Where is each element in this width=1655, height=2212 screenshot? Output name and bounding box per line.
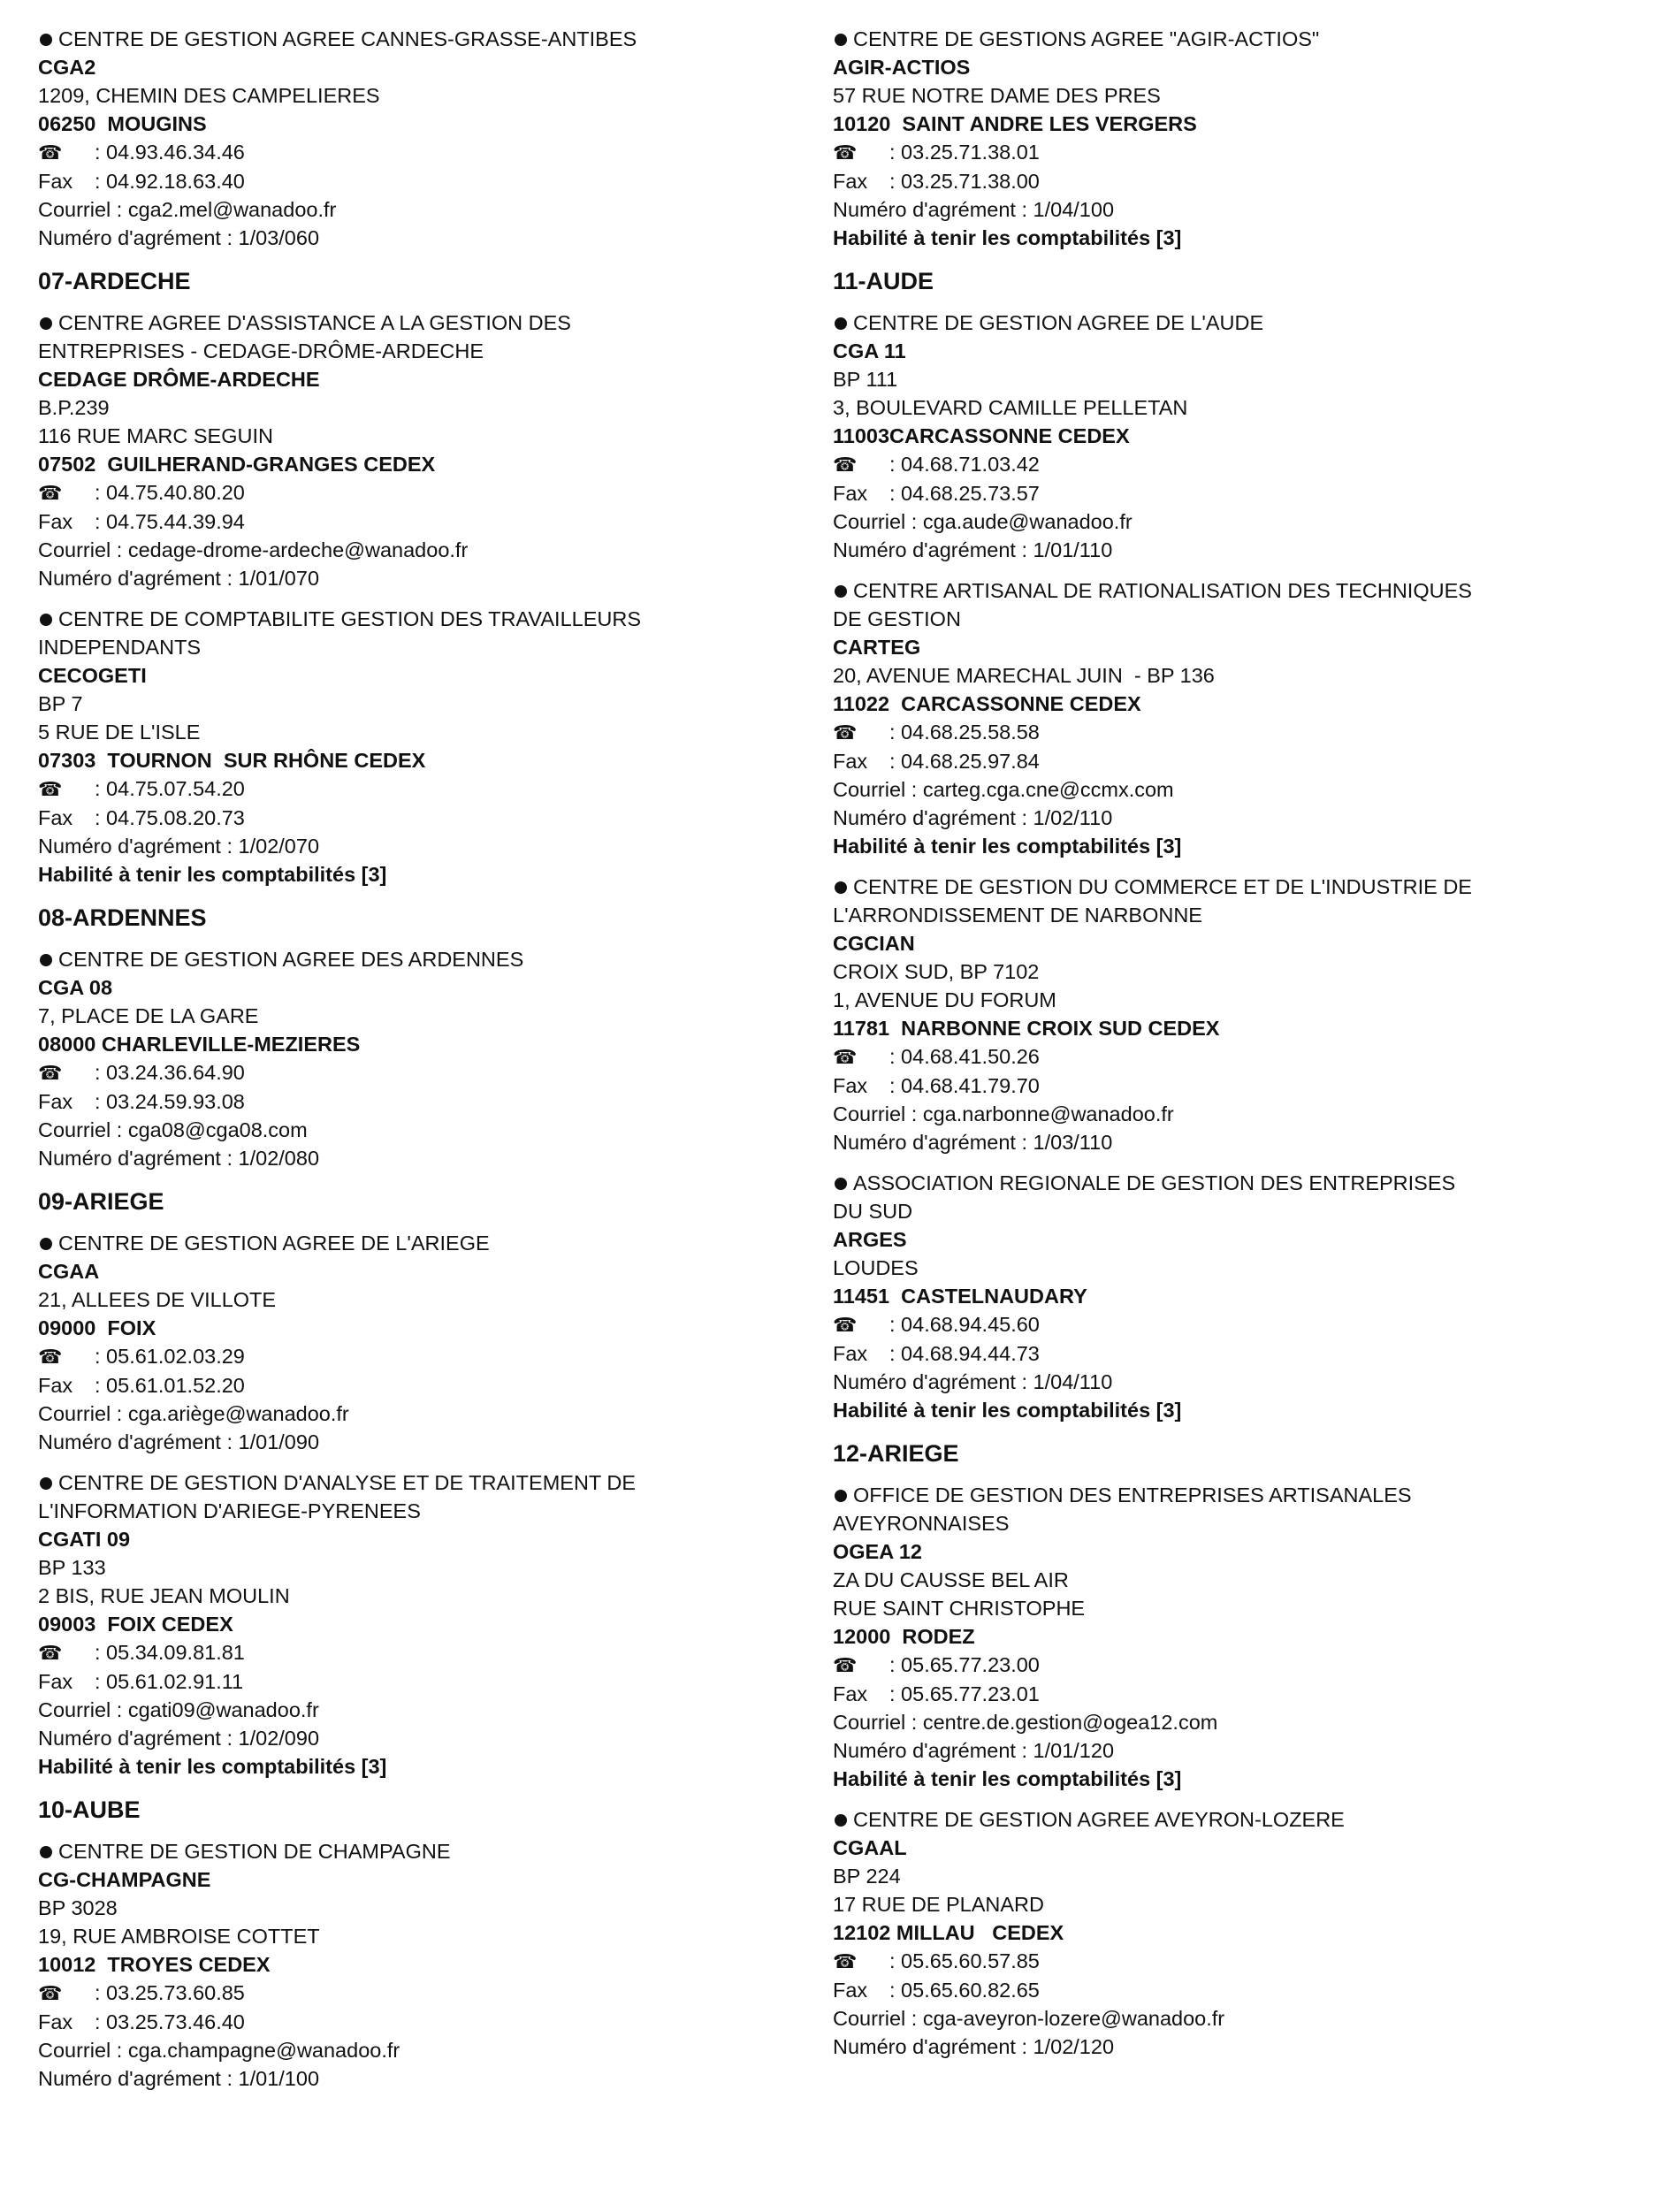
bullet-icon — [40, 614, 52, 626]
fax-label: Fax — [38, 170, 73, 193]
fax-line — [38, 167, 781, 195]
fax-line — [833, 1339, 1611, 1368]
entry-title-text: CENTRE DE COMPTABILITE GESTION DES TRAVAILLEURS — [58, 607, 641, 630]
entry-line: AVEYRONNAISES — [833, 1512, 1010, 1535]
entry-line: 3, BOULEVARD CAMILLE PELLETAN — [833, 396, 1188, 419]
phone-line — [38, 1979, 781, 2008]
entry-line: Numéro d'agrément : 1/01/110 — [833, 538, 1113, 561]
section-heading-07-ardeche: 07-ARDECHE — [38, 268, 191, 294]
entry-bold-line: Habilité à tenir les comptabilités [3] — [833, 835, 1182, 858]
fax-number: : 04.68.25.97.84 — [889, 750, 1040, 773]
right-column — [833, 25, 1611, 2073]
entry-line: L'ARRONDISSEMENT DE NARBONNE — [833, 904, 1202, 927]
entry-title-text: CENTRE DE GESTION AGREE DE L'ARIEGE — [58, 1232, 490, 1255]
fax-number: : 04.75.08.20.73 — [95, 806, 245, 829]
entry-line: BP 111 — [833, 368, 898, 391]
entry-bold-line: Habilité à tenir les comptabilités [3] — [833, 1399, 1182, 1422]
phone-line — [38, 774, 781, 804]
entry-title-text: CENTRE DE GESTION DU COMMERCE ET DE L'INDUSTRIE DE — [853, 875, 1472, 898]
entry-bold-line: 08000 CHARLEVILLE-MEZIERES — [38, 1033, 361, 1056]
directory-entry — [833, 1169, 1611, 1424]
entry-line: BP 3028 — [38, 1896, 118, 1919]
section-heading-10-aube: 10-AUBE — [38, 1796, 141, 1823]
fax-line — [38, 2008, 781, 2036]
fax-label: Fax — [833, 482, 868, 505]
entry-title-text: CENTRE DE GESTION AGREE AVEYRON-LOZERE — [853, 1808, 1345, 1831]
left-column — [38, 25, 781, 2105]
bullet-icon — [40, 1238, 52, 1250]
entry-line: 1, AVENUE DU FORUM — [833, 988, 1056, 1011]
entry-title — [833, 1481, 1611, 1509]
entry-bold-line: OGEA 12 — [833, 1540, 922, 1563]
phone-number: : 04.68.94.45.60 — [889, 1313, 1040, 1336]
entry-line: Courriel : carteg.cga.cne@ccmx.com — [833, 778, 1174, 801]
fax-label: Fax — [833, 1074, 868, 1097]
phone-line — [833, 1947, 1611, 1976]
entry-bold-line: Habilité à tenir les comptabilités [3] — [833, 1767, 1182, 1790]
telephone-icon: ☎ — [833, 141, 858, 164]
fax-line — [833, 747, 1611, 775]
entry-title-text: OFFICE DE GESTION DES ENTREPRISES ARTISANALES — [853, 1484, 1412, 1506]
entry-line: 1209, CHEMIN DES CAMPELIERES — [38, 84, 380, 107]
entry-line: DE GESTION — [833, 607, 961, 630]
entry-bold-line: 09000 FOIX — [38, 1316, 156, 1339]
fax-number: : 03.25.71.38.00 — [889, 170, 1040, 193]
bullet-icon — [40, 954, 52, 966]
entry-bold-line: CARTEG — [833, 636, 921, 659]
entry-bold-line: Habilité à tenir les comptabilités [3] — [38, 1755, 387, 1778]
phone-number: : 04.93.46.34.46 — [95, 141, 245, 164]
entry-bold-line: 11781 NARBONNE CROIX SUD CEDEX — [833, 1017, 1220, 1040]
fax-number: : 04.68.94.44.73 — [889, 1342, 1040, 1365]
fax-label: Fax — [833, 1682, 868, 1705]
entry-bold-line: Habilité à tenir les comptabilités [3] — [833, 226, 1182, 249]
entry-bold-line: CG-CHAMPAGNE — [38, 1868, 211, 1891]
section-heading-12-ariege: 12-ARIEGE — [833, 1440, 959, 1467]
entry-bold-line: CECOGETI — [38, 664, 147, 687]
entry-bold-line: 11451 CASTELNAUDARY — [833, 1285, 1087, 1308]
directory-entry — [833, 1805, 1611, 2061]
entry-line: Numéro d'agrément : 1/04/110 — [833, 1370, 1113, 1393]
phone-line — [38, 478, 781, 507]
entry-line: Courriel : centre.de.gestion@ogea12.com — [833, 1711, 1218, 1734]
telephone-icon: ☎ — [38, 1062, 63, 1084]
fax-line — [833, 1680, 1611, 1708]
entry-line: Numéro d'agrément : 1/03/110 — [833, 1131, 1113, 1154]
phone-number: : 05.34.09.81.81 — [95, 1641, 245, 1664]
fax-number: : 04.75.44.39.94 — [95, 510, 245, 533]
fax-label: Fax — [833, 750, 868, 773]
directory-entry — [38, 1837, 781, 2093]
directory-entry — [833, 873, 1611, 1156]
telephone-icon: ☎ — [833, 1314, 858, 1336]
phone-number: : 05.65.77.23.00 — [889, 1653, 1040, 1676]
fax-label: Fax — [38, 1090, 73, 1113]
entry-line: Numéro d'agrément : 1/02/080 — [38, 1147, 320, 1170]
fax-label: Fax — [833, 1979, 868, 2002]
fax-line — [38, 1087, 781, 1116]
directory-entry — [833, 576, 1611, 860]
bullet-icon — [40, 317, 52, 330]
entry-line: Numéro d'agrément : 1/04/100 — [833, 198, 1115, 221]
entry-line: RUE SAINT CHRISTOPHE — [833, 1597, 1086, 1620]
entry-line: 57 RUE NOTRE DAME DES PRES — [833, 84, 1161, 107]
entry-title-text: CENTRE DE GESTION DE CHAMPAGNE — [58, 1840, 451, 1863]
fax-number: : 03.25.73.46.40 — [95, 2010, 245, 2033]
fax-label: Fax — [38, 1670, 73, 1693]
entry-line: Courriel : cga2.mel@wanadoo.fr — [38, 198, 337, 221]
fax-label: Fax — [38, 1374, 73, 1397]
directory-entry — [38, 605, 781, 889]
entry-title — [38, 605, 781, 633]
entry-title — [38, 1468, 781, 1497]
entry-title — [38, 309, 781, 337]
telephone-icon: ☎ — [38, 1982, 63, 2004]
bullet-icon — [835, 34, 847, 46]
fax-line — [38, 1667, 781, 1696]
fax-label: Fax — [833, 170, 868, 193]
telephone-icon: ☎ — [833, 721, 858, 744]
entry-bold-line: 11003CARCASSONNE CEDEX — [833, 424, 1130, 447]
entry-line: L'INFORMATION D'ARIEGE-PYRENEES — [38, 1499, 421, 1522]
entry-bold-line: AGIR-ACTIOS — [833, 56, 971, 79]
entry-line: Numéro d'agrément : 1/01/070 — [38, 567, 320, 590]
entry-line: Courriel : cga08@cga08.com — [38, 1118, 308, 1141]
entry-bold-line: 07303 TOURNON SUR RHÔNE CEDEX — [38, 749, 426, 772]
entry-bold-line: 11022 CARCASSONNE CEDEX — [833, 692, 1141, 715]
phone-number: : 04.75.40.80.20 — [95, 481, 245, 504]
entry-line: Numéro d'agrément : 1/02/110 — [833, 806, 1113, 829]
bullet-icon — [835, 1178, 847, 1190]
phone-line — [833, 1310, 1611, 1339]
telephone-icon: ☎ — [833, 1950, 858, 1972]
entry-title — [833, 25, 1611, 53]
entry-title — [38, 1229, 781, 1257]
entry-title — [833, 1805, 1611, 1834]
entry-bold-line: 07502 GUILHERAND-GRANGES CEDEX — [38, 453, 436, 476]
entry-title — [833, 309, 1611, 337]
fax-label: Fax — [833, 1342, 868, 1365]
entry-title — [38, 25, 781, 53]
entry-bold-line: CGA 08 — [38, 976, 113, 999]
entry-line: LOUDES — [833, 1256, 919, 1279]
entry-line: 116 RUE MARC SEGUIN — [38, 424, 273, 447]
section-heading-08-ardennes: 08-ARDENNES — [38, 904, 207, 931]
fax-number: : 04.68.25.73.57 — [889, 482, 1040, 505]
entry-title-text: CENTRE DE GESTION AGREE DE L'AUDE — [853, 311, 1264, 334]
phone-line — [38, 1638, 781, 1667]
entry-title — [833, 576, 1611, 605]
entry-title-text: CENTRE DE GESTION D'ANALYSE ET DE TRAITEMENT DE — [58, 1471, 637, 1494]
phone-number: : 04.68.25.58.58 — [889, 721, 1040, 744]
entry-title-text: CENTRE DE GESTION AGREE CANNES-GRASSE-ANTIBES — [58, 27, 637, 50]
entry-bold-line: 10120 SAINT ANDRE LES VERGERS — [833, 112, 1197, 135]
directory-entry — [38, 945, 781, 1172]
phone-line — [38, 1058, 781, 1087]
entry-bold-line: 09003 FOIX CEDEX — [38, 1613, 233, 1636]
phone-number: : 04.75.07.54.20 — [95, 777, 245, 800]
phone-line — [833, 138, 1611, 167]
fax-number: : 03.24.59.93.08 — [95, 1090, 245, 1113]
phone-line — [833, 1042, 1611, 1072]
entry-line: Numéro d'agrément : 1/02/090 — [38, 1727, 320, 1750]
entry-line: CROIX SUD, BP 7102 — [833, 960, 1040, 983]
entry-line: Courriel : cga.ariège@wanadoo.fr — [38, 1402, 349, 1425]
fax-label: Fax — [38, 510, 73, 533]
directory-entry — [833, 1481, 1611, 1793]
entry-bold-line: 12000 RODEZ — [833, 1625, 975, 1648]
entry-line: 5 RUE DE L'ISLE — [38, 721, 201, 744]
directory-entry — [38, 1229, 781, 1456]
bullet-icon — [835, 1490, 847, 1502]
fax-label: Fax — [38, 806, 73, 829]
section-heading-11-aude: 11-AUDE — [833, 268, 934, 294]
entry-title — [833, 1169, 1611, 1197]
directory-entry — [38, 309, 781, 592]
entry-line: ENTREPRISES - CEDAGE-DRÔME-ARDECHE — [38, 339, 484, 362]
telephone-icon: ☎ — [833, 1046, 858, 1068]
entry-line: Numéro d'agrément : 1/02/120 — [833, 2035, 1115, 2058]
entry-bold-line: CGA 11 — [833, 339, 906, 362]
entry-title — [38, 1837, 781, 1865]
entry-line: Numéro d'agrément : 1/01/090 — [38, 1430, 320, 1453]
entry-line: B.P.239 — [38, 396, 110, 419]
entry-line: 17 RUE DE PLANARD — [833, 1893, 1044, 1916]
fax-label: Fax — [38, 2010, 73, 2033]
entry-line: 2 BIS, RUE JEAN MOULIN — [38, 1584, 290, 1607]
fax-number: : 05.65.77.23.01 — [889, 1682, 1040, 1705]
directory-entry — [833, 309, 1611, 564]
phone-number: : 05.65.60.57.85 — [889, 1949, 1040, 1972]
entry-line: Courriel : cgati09@wanadoo.fr — [38, 1698, 319, 1721]
phone-number: : 04.68.71.03.42 — [889, 453, 1040, 476]
entry-line: Courriel : cga.champagne@wanadoo.fr — [38, 2039, 400, 2062]
directory-entry — [38, 1468, 781, 1781]
telephone-icon: ☎ — [38, 1642, 63, 1664]
telephone-icon: ☎ — [833, 1654, 858, 1676]
entry-line: 21, ALLEES DE VILLOTE — [38, 1288, 277, 1311]
fax-line — [38, 507, 781, 536]
entry-bold-line: CGAAL — [833, 1836, 907, 1859]
telephone-icon: ☎ — [38, 141, 63, 164]
fax-line — [833, 479, 1611, 507]
entry-line: BP 7 — [38, 692, 83, 715]
telephone-icon: ☎ — [38, 778, 63, 800]
fax-number: : 04.68.41.79.70 — [889, 1074, 1040, 1097]
entry-title-text: CENTRE DE GESTIONS AGREE "AGIR-ACTIOS" — [853, 27, 1320, 50]
fax-number: : 05.61.01.52.20 — [95, 1374, 245, 1397]
entry-title-text: CENTRE AGREE D'ASSISTANCE A LA GESTION DES — [58, 311, 571, 334]
phone-line — [833, 718, 1611, 747]
entry-line: 20, AVENUE MARECHAL JUIN - BP 136 — [833, 664, 1215, 687]
bullet-icon — [835, 881, 847, 894]
entry-line: Numéro d'agrément : 1/02/070 — [38, 835, 320, 858]
entry-line: Numéro d'agrément : 1/03/060 — [38, 226, 320, 249]
fax-line — [38, 1371, 781, 1400]
bullet-icon — [40, 1477, 52, 1490]
fax-number: : 05.65.60.82.65 — [889, 1979, 1040, 2002]
entry-bold-line: CEDAGE DRÔME-ARDECHE — [38, 368, 320, 391]
fax-line — [833, 1072, 1611, 1100]
entry-line: Numéro d'agrément : 1/01/100 — [38, 2067, 320, 2090]
bullet-icon — [40, 1846, 52, 1858]
telephone-icon: ☎ — [38, 1346, 63, 1368]
telephone-icon: ☎ — [38, 482, 63, 504]
entry-bold-line: ARGES — [833, 1228, 907, 1251]
phone-number: : 03.25.73.60.85 — [95, 1981, 245, 2004]
entry-title-text: CENTRE DE GESTION AGREE DES ARDENNES — [58, 948, 524, 971]
entry-bold-line: 10012 TROYES CEDEX — [38, 1953, 271, 1976]
entry-bold-line: Habilité à tenir les comptabilités [3] — [38, 863, 387, 886]
fax-number: : 05.61.02.91.11 — [95, 1670, 244, 1693]
entry-bold-line: CGCIAN — [833, 932, 915, 955]
phone-number: : 03.25.71.38.01 — [889, 141, 1040, 164]
entry-line: 19, RUE AMBROISE COTTET — [38, 1925, 320, 1948]
entry-title — [833, 873, 1611, 901]
entry-bold-line: 12102 MILLAU CEDEX — [833, 1921, 1064, 1944]
directory-entry — [833, 25, 1611, 252]
entry-line: ZA DU CAUSSE BEL AIR — [833, 1568, 1069, 1591]
fax-line — [38, 804, 781, 832]
phone-number: : 05.61.02.03.29 — [95, 1345, 245, 1368]
bullet-icon — [835, 1814, 847, 1827]
entry-line: BP 133 — [38, 1556, 106, 1579]
entry-line: Courriel : cga.narbonne@wanadoo.fr — [833, 1102, 1174, 1125]
phone-line — [833, 1651, 1611, 1680]
entry-title — [38, 945, 781, 973]
entry-line: Courriel : cga-aveyron-lozere@wanadoo.fr — [833, 2007, 1225, 2030]
bullet-icon — [835, 317, 847, 330]
bullet-icon — [835, 585, 847, 598]
section-heading-09-ariege: 09-ARIEGE — [38, 1188, 164, 1215]
fax-line — [833, 1976, 1611, 2004]
directory-entry — [38, 25, 781, 252]
fax-line — [833, 167, 1611, 195]
entry-bold-line: CGATI 09 — [38, 1528, 131, 1551]
telephone-icon: ☎ — [833, 454, 858, 476]
entry-line: Numéro d'agrément : 1/01/120 — [833, 1739, 1115, 1762]
entry-line: Courriel : cga.aude@wanadoo.fr — [833, 510, 1133, 533]
entry-title-text: ASSOCIATION REGIONALE DE GESTION DES ENTREPRISES — [853, 1171, 1456, 1194]
bullet-icon — [40, 34, 52, 46]
phone-line — [833, 450, 1611, 479]
fax-number: : 04.92.18.63.40 — [95, 170, 245, 193]
entry-line: Courriel : cedage-drome-ardeche@wanadoo.fr — [38, 538, 469, 561]
entry-line: BP 224 — [833, 1865, 901, 1888]
entry-line: 7, PLACE DE LA GARE — [38, 1004, 259, 1027]
entry-line: DU SUD — [833, 1200, 913, 1223]
phone-line — [38, 1342, 781, 1371]
phone-number: : 04.68.41.50.26 — [889, 1045, 1040, 1068]
entry-line: INDEPENDANTS — [38, 636, 202, 659]
phone-line — [38, 138, 781, 167]
entry-bold-line: CGAA — [38, 1260, 100, 1283]
phone-number: : 03.24.36.64.90 — [95, 1061, 245, 1084]
entry-bold-line: CGA2 — [38, 56, 96, 79]
entry-title-text: CENTRE ARTISANAL DE RATIONALISATION DES TECHNIQUES — [853, 579, 1472, 602]
entry-bold-line: 06250 MOUGINS — [38, 112, 207, 135]
